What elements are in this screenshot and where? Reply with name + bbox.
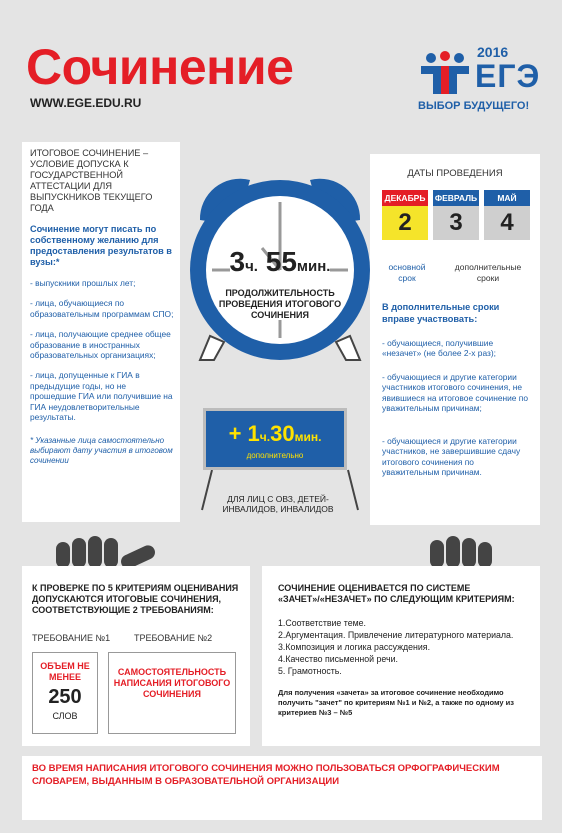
requirement-1-title: ОБЪЕМ НЕ МЕНЕЕ xyxy=(40,661,90,682)
extra-time-value xyxy=(206,421,344,447)
duration-hours-unit: ч. xyxy=(245,258,258,275)
criteria-note: Для получения «зачета» за итоговое сочинение необходимо получить "зачет" по критериям №1 и №2, а также по одному из критериев №3 – №5 xyxy=(278,688,515,717)
requirement-1-box xyxy=(32,652,98,734)
requirement-2-label: ТРЕБОВАНИЕ №2 xyxy=(134,633,213,643)
requirement-2-text: САМОСТОЯТЕЛЬНОСТЬ НАПИСАНИЯ ИТОГОВОГО СОЧИНЕНИЯ xyxy=(113,667,231,699)
left-panel-item: - лица, получающие среднее общее образование в иностранных образовательных организациях; xyxy=(30,329,171,361)
duration-minutes: 55 xyxy=(265,246,297,277)
left-panel xyxy=(22,142,180,522)
left-panel-heading: ИТОГОВОЕ СОЧИНЕНИЕ – УСЛОВИЕ ДОПУСКА К ГОСУДАРСТВЕННОЙ АТТЕСТАЦИИ ДЛЯ ВЫПУСКНИКОВ ТЕКУЩЕГО ГОДА xyxy=(30,148,153,213)
logo-slogan: ВЫБОР БУДУЩЕГО! xyxy=(418,100,530,112)
date-month: МАЙ xyxy=(484,190,530,206)
extra-time-prefix: + 1 xyxy=(228,421,260,446)
logo-text: ЕГЭ xyxy=(475,58,541,94)
date-day: 4 xyxy=(484,206,530,240)
left-panel-item: - выпускники прошлых лет; xyxy=(30,278,136,288)
duration-value xyxy=(210,246,350,278)
extra-dates-item: - обучающиеся и другие категории участников, не завершившие сдачу итогового сочинения по уважительным причинам. xyxy=(382,436,521,478)
logo-year: 2016 xyxy=(477,44,509,60)
extra-time-minutes-unit: мин. xyxy=(294,430,322,444)
dates-title: ДАТЫ ПРОВЕДЕНИЯ xyxy=(407,168,503,179)
main-date-label: основной срок xyxy=(388,262,426,283)
criteria-item: 5. Грамотность. xyxy=(278,666,342,676)
ege-emblem-icon xyxy=(417,50,473,98)
dates-panel xyxy=(370,154,540,525)
hand-right-icon xyxy=(420,530,520,568)
requirements-panel xyxy=(22,566,250,746)
extra-dates-heading: В дополнительные сроки вправе участвовать: xyxy=(382,302,500,324)
extra-time-sign xyxy=(203,408,347,470)
requirement-2-box xyxy=(108,652,236,734)
extra-dates-label: дополнительные сроки xyxy=(454,262,522,283)
extra-time-minutes: 30 xyxy=(270,421,295,446)
requirements-heading: К ПРОВЕРКЕ ПО 5 КРИТЕРИЯМ ОЦЕНИВАНИЯ ДОПУСКАЮТСЯ ИТОГОВЫЕ СОЧИНЕНИЯ, СООТВЕТСТВУЮЩИЕ 2 ТРЕБОВАНИЯМ: xyxy=(32,583,239,615)
date-month: ФЕВРАЛЬ xyxy=(433,190,479,206)
left-panel-subheading: Сочинение могут писать по собственному желанию для предоставления результатов в вузы:* xyxy=(30,224,172,267)
criteria-panel xyxy=(262,566,540,746)
criteria-item: 3.Композиция и логика рассуждения. xyxy=(278,642,431,652)
duration-minutes-unit: мин. xyxy=(296,258,331,275)
criteria-heading: СОЧИНЕНИЕ ОЦЕНИВАЕТСЯ ПО СИСТЕМЕ «ЗАЧЕТ»/«НЕЗАЧЕТ» ПО СЛЕДУЮЩИМ КРИТЕРИЯМ: xyxy=(278,583,515,604)
extra-dates-item: - обучающиеся, получившие «незачет» (не более 2-х раз); xyxy=(382,338,496,359)
extra-time-hours-unit: ч. xyxy=(259,430,271,444)
extra-time-target: ДЛЯ ЛИЦ С ОВЗ, ДЕТЕЙ-ИНВАЛИДОВ, ИНВАЛИДОВ xyxy=(222,494,334,514)
date-december xyxy=(382,190,428,240)
left-panel-item: - лица, обучающиеся по образовательным программам СПО; xyxy=(30,298,174,319)
date-february xyxy=(433,190,479,240)
duration-hours: 3 xyxy=(229,246,246,277)
left-panel-item: - лица, допущенные к ГИА в предыдущие годы, но не прошедшие ГИА или получившие на ГИА неудовлетворительные результаты. xyxy=(30,370,173,423)
criteria-item: 4.Качество письменной речи. xyxy=(278,654,398,664)
criteria-item: 2.Аргументация. Привлечение литературного материала. xyxy=(278,630,514,640)
hand-left-icon xyxy=(44,530,164,568)
extra-time-sub: дополнительно xyxy=(246,451,304,460)
requirement-1-unit: СЛОВ xyxy=(52,711,78,721)
date-may xyxy=(484,190,530,240)
extra-dates-item: - обучающиеся и другие категории участников итогового сочинения, не явившиеся на итоговое сочинение по уважительным причинам; xyxy=(382,372,528,414)
footer-text: ВО ВРЕМЯ НАПИСАНИЯ ИТОГОВОГО СОЧИНЕНИЯ МОЖНО ПОЛЬЗОВАТЬСЯ ОРФОГРАФИЧЕСКИМ СЛОВАРЕМ, ВЫДАННЫМ В ОБРАЗОВАТЕЛЬНОЙ ОРГАНИЗАЦИИ xyxy=(32,763,500,787)
requirement-1-value: 250 xyxy=(48,686,82,708)
date-month: ДЕКАБРЬ xyxy=(382,190,428,206)
duration-caption: ПРОДОЛЖИТЕЛЬНОСТЬ ПРОВЕДЕНИЯ ИТОГОВОГО СОЧИНЕНИЯ xyxy=(218,288,342,320)
site-url: WWW.EGE.EDU.RU xyxy=(30,96,142,110)
left-panel-note: * Указанные лица самостоятельно выбирают дату участия в итоговом сочинении xyxy=(30,436,173,466)
footer-note xyxy=(22,756,542,820)
criteria-item: 1.Соответствие теме. xyxy=(278,618,366,628)
ege-logo xyxy=(417,44,541,114)
date-day: 3 xyxy=(433,206,479,240)
alarm-clock-illustration xyxy=(180,160,380,580)
date-day: 2 xyxy=(382,206,428,240)
page-title: Сочинение xyxy=(26,39,294,95)
requirement-1-label: ТРЕБОВАНИЕ №1 xyxy=(32,633,111,643)
